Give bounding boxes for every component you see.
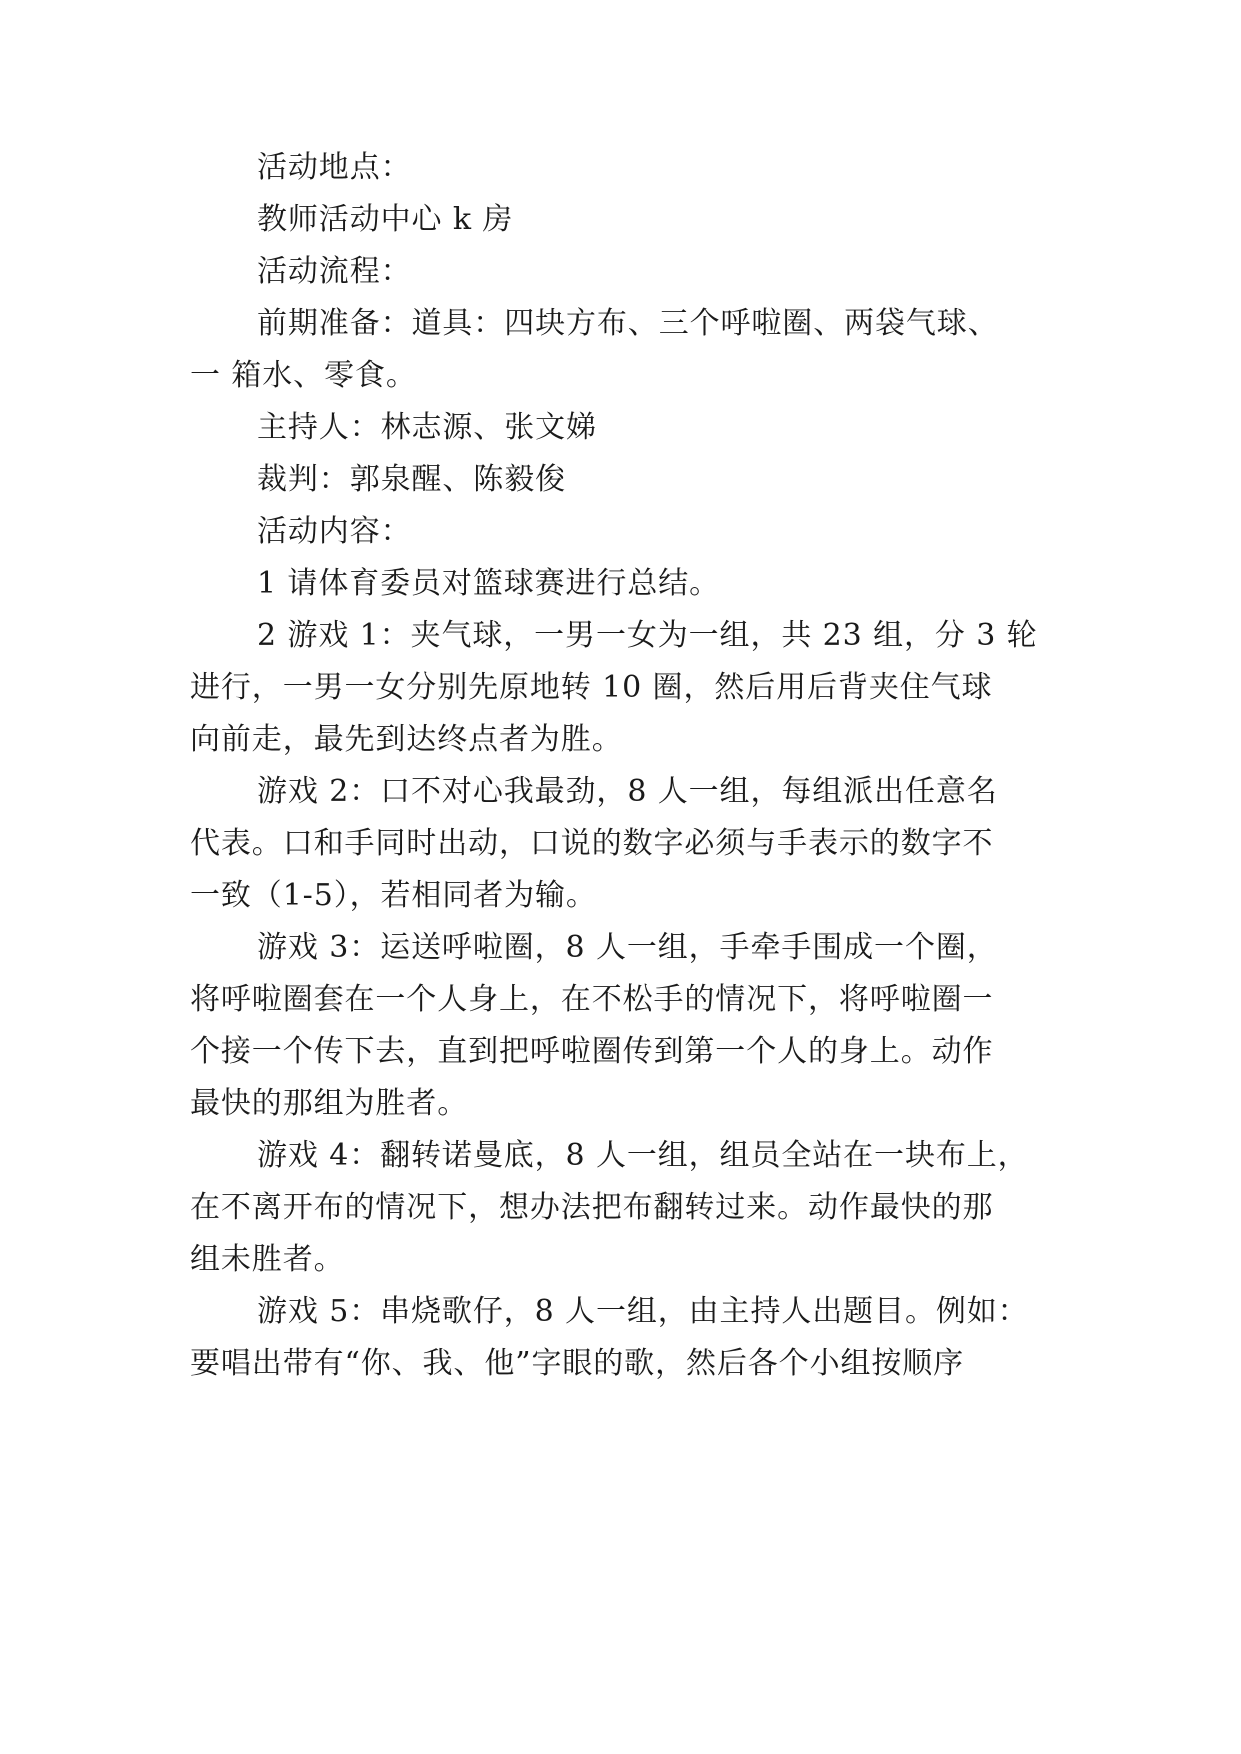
text-line: 要唱出带有“你、我、他”字眼的歌，然后各个小组按顺序 — [190, 1346, 965, 1381]
text-line: 一致（1-5），若相同者为输。 — [190, 878, 597, 913]
text-line: 前期准备：道具：四块方布、三个呼啦圈、两袋气球、 — [257, 306, 999, 341]
text-line: 最快的那组为胜者。 — [190, 1086, 469, 1121]
text-line: 一 箱水、零食。 — [190, 358, 417, 393]
text-line: 游戏 5：串烧歌仔，8 人一组，由主持人出题目。例如： — [257, 1294, 1029, 1329]
text-line: 活动流程： — [257, 254, 412, 289]
text-line: 个接一个传下去，直到把呼啦圈传到第一个人的身上。动作 — [190, 1034, 994, 1069]
text-line: 活动地点： — [257, 150, 412, 185]
text-line: 活动内容： — [257, 514, 412, 549]
text-line: 在不离开布的情况下，想办法把布翻转过来。动作最快的那 — [190, 1190, 994, 1225]
text-line: 裁判：郭泉醒、陈毅俊 — [257, 462, 566, 497]
text-line: 1 请体育委员对篮球赛进行总结。 — [257, 566, 721, 601]
text-line: 教师活动中心 k 房 — [257, 202, 514, 237]
text-line: 将呼啦圈套在一个人身上，在不松手的情况下，将呼啦圈一 — [190, 982, 994, 1017]
text-line: 主持人：林志源、张文娣 — [257, 410, 597, 445]
text-line: 组未胜者。 — [190, 1242, 345, 1277]
text-line: 代表。口和手同时出动，口说的数字必须与手表示的数字不 — [190, 826, 994, 861]
text-line: 进行，一男一女分别先原地转 10 圈，然后用后背夹住气球 — [190, 670, 993, 705]
text-line: 游戏 2：口不对心我最劲，8 人一组，每组派出任意名 — [257, 774, 998, 809]
text-line: 游戏 4：翻转诺曼底，8 人一组，组员全站在一块布上， — [257, 1138, 1029, 1173]
text-line: 向前走，最先到达终点者为胜。 — [190, 722, 623, 757]
text-line: 游戏 3：运送呼啦圈，8 人一组，手牵手围成一个圈， — [257, 930, 998, 965]
text-line: 2 游戏 1：夹气球，一男一女为一组，共 23 组，分 3 轮 — [257, 618, 1038, 653]
